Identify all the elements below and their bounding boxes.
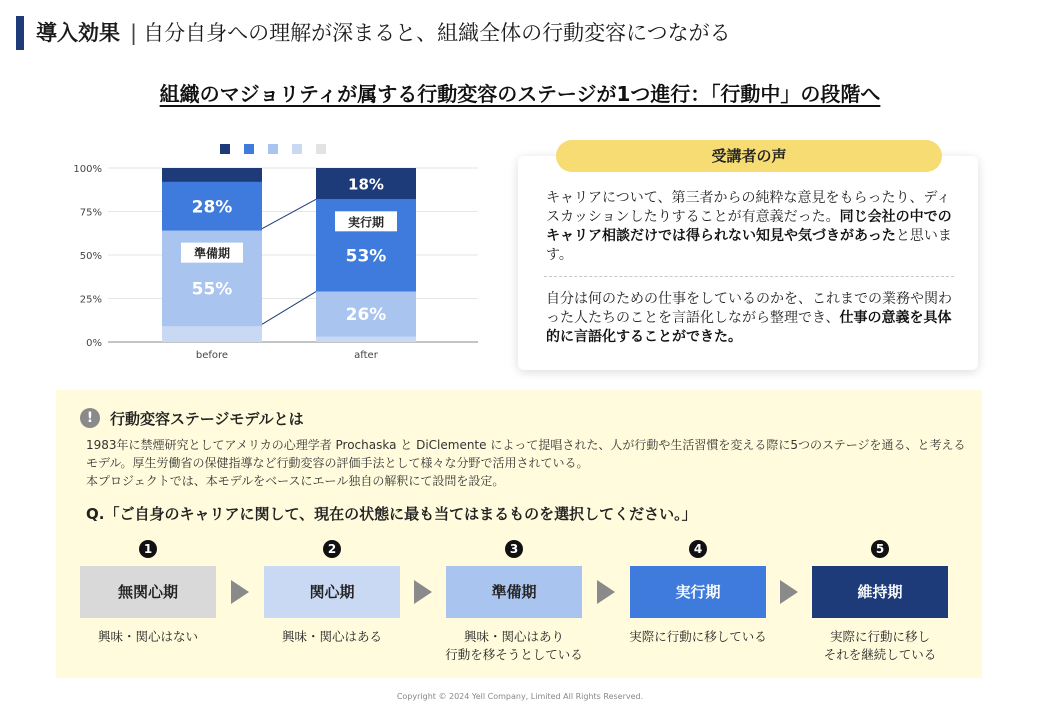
stage-desc-2-line1: 興味・関心はある: [281, 629, 382, 644]
stage-desc-1: [68, 628, 228, 646]
stage-desc-2: [252, 628, 412, 646]
x-tick-label: before: [195, 350, 229, 361]
y-tick-label: 75%: [79, 207, 102, 219]
page-subtitle: 自分自身への理解が深まると、組織全体の行動変容につながる: [143, 21, 731, 45]
voice-comment-1-text: キャリアについて、第三者からの純粋な意見をもらったり、ディスカッションしたりすることが有意義だった。: [546, 190, 951, 225]
bar-segment: [162, 168, 262, 182]
y-tick-label: 50%: [79, 251, 102, 262]
stage-desc-3-line2: 行動を移そうとしている: [445, 647, 583, 662]
model-description-1: 1983年に禁煙研究としてアメリカの心理学者 Prochaska と DiClemente によって提唱された、人が行動や生活習慣を変える際に5つのステージを通る、と考えるモデル。厚生労働省の保健指導など行動変容の評価手法として様々な分野で活用されている。: [86, 438, 966, 470]
model-title: 行動変容ステージモデルとは: [110, 410, 304, 428]
stage-box-preparation: 準備期: [446, 566, 582, 618]
stage-desc-4: [618, 628, 778, 646]
y-tick-label: 100%: [73, 164, 102, 175]
voice-comment-1: [546, 189, 954, 265]
stage-tag-label: 準備期: [193, 246, 231, 261]
stage-desc-5-line2: それを継続している: [823, 647, 937, 662]
voice-comment-2-text: 自分は何のための仕事をしているのかを、これまでの業務や関わった人たちのことを言語化しながら整理でき、: [546, 291, 952, 326]
voice-title: 受講者の声: [556, 140, 942, 172]
voice-divider: [544, 276, 954, 277]
survey-question: Q.「ご自身のキャリアに関して、現在の状態に最も当てはまるものを選択してください。」: [86, 505, 697, 523]
headline-text: 組織のマジョリティが属する行動変容のステージが1つ進行：「行動中」の段階へ: [159, 82, 881, 106]
legend-swatch: [316, 144, 326, 154]
stacked-bar-chart: [58, 136, 488, 368]
data-label: 55%: [191, 279, 233, 300]
page-header: [36, 17, 731, 47]
stage-desc-3-line1: 興味・関心はあり: [463, 629, 564, 644]
stage-desc-4-line1: 実際に行動に移している: [629, 629, 767, 644]
stage-desc-3: [434, 628, 594, 664]
stage-desc-1-line1: 興味・関心はない: [97, 629, 198, 644]
voice-comment-2-emphasis: 仕事の意義を具体的に言語化することができた。: [546, 310, 952, 345]
x-tick-label: after: [354, 350, 378, 361]
model-description-2: 本プロジェクトでは、本モデルをベースにエール独自の解釈にて設問を設定。: [86, 474, 505, 488]
stage-box-maintenance: 維持期: [812, 566, 948, 618]
data-label: 28%: [191, 197, 233, 218]
stage-desc-5-line1: 実際に行動に移し: [829, 629, 930, 644]
voice-comment-1-emphasis: 同じ会社の中でのキャリア相談だけでは得られない知見や気づきがあった: [546, 209, 952, 244]
header-accent-bar: [16, 16, 24, 50]
connector-line: [262, 199, 316, 228]
y-tick-label: 0%: [86, 338, 102, 349]
stage-box-action: 実行期: [630, 566, 766, 618]
stage-box-contemplation: 関心期: [264, 566, 400, 618]
stage-model-panel: [56, 390, 982, 678]
connector-line: [262, 292, 316, 325]
voice-card: [518, 156, 978, 370]
model-description: [86, 436, 966, 490]
stage-number-5: 5: [871, 540, 889, 558]
voice-comment-2: [546, 290, 954, 347]
stage-desc-5: [800, 628, 960, 664]
data-label: 18%: [348, 175, 384, 194]
arrow-right-icon: [780, 580, 798, 604]
stage-box-precontemplation: 無関心期: [80, 566, 216, 618]
stage-number-4: 4: [689, 540, 707, 558]
stage-number-1: 1: [139, 540, 157, 558]
bar-segment: [316, 337, 416, 342]
page-title: 導入効果: [36, 21, 120, 45]
bar-segment: [162, 326, 262, 342]
arrow-right-icon: [597, 580, 615, 604]
data-label: 53%: [345, 246, 387, 267]
arrow-right-icon: [231, 580, 249, 604]
data-label: 26%: [345, 305, 387, 326]
header-separator: |: [130, 21, 138, 45]
headline: [0, 78, 1040, 107]
legend-swatch: [268, 144, 278, 154]
legend-swatch: [220, 144, 230, 154]
stage-number-2: 2: [323, 540, 341, 558]
voice-comment-1-end: と思います。: [546, 228, 952, 263]
stage-tag-label: 実行期: [347, 215, 385, 230]
copyright: Copyright © 2024 Yell Company, Limited All Rights Reserved.: [396, 692, 644, 701]
legend-swatch: [244, 144, 254, 154]
legend-swatch: [292, 144, 302, 154]
info-icon: !: [80, 408, 100, 428]
y-tick-label: 25%: [79, 294, 102, 306]
stage-number-3: 3: [505, 540, 523, 558]
arrow-right-icon: [414, 580, 432, 604]
